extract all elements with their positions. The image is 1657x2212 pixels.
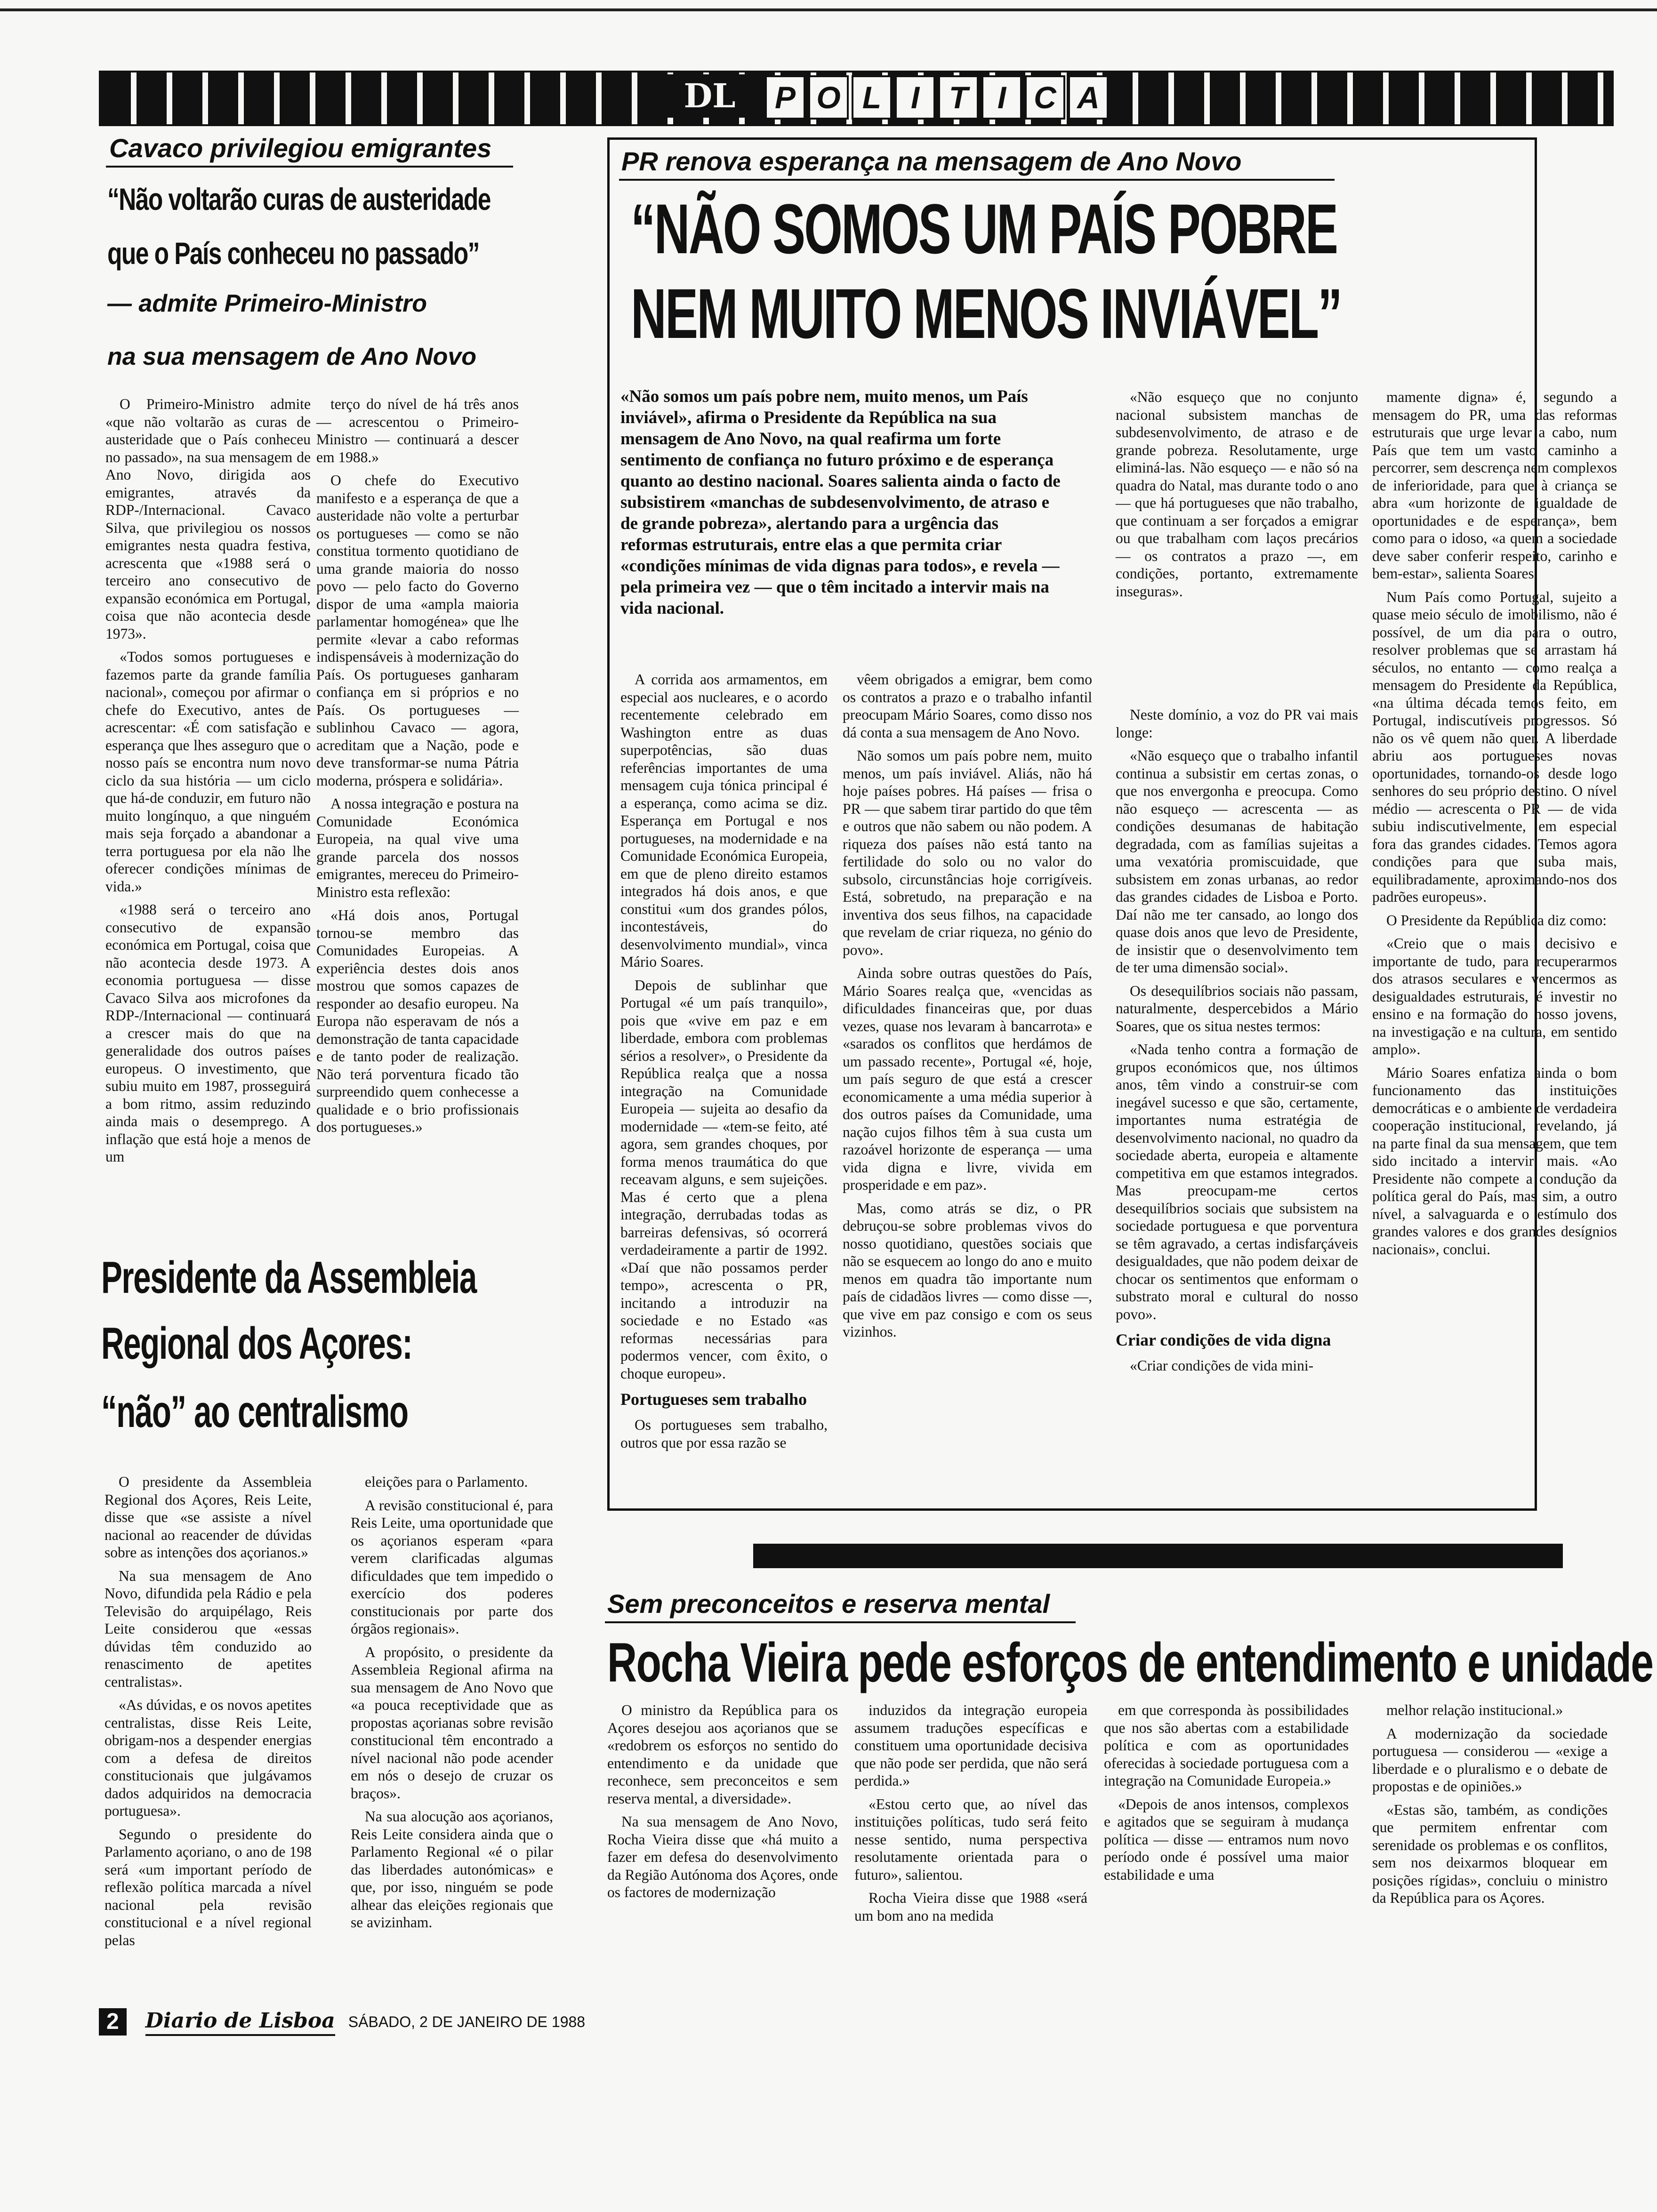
paragraph: A modernização da sociedade portuguesa — considerou — «exige a liberdade e o pluralismo e o debate de propostas e de opiniões.» (1372, 1725, 1608, 1795)
paragraph: «Creio que o mais decisivo e importante de tudo, para recuperarmos dos atrasos seculares e vencermos as desigualdades estruturais, é investir no ensino e na formação do nosso jovens, na investigação e na cultura, em sentido amplo». (1372, 935, 1617, 1058)
section-letter: T (938, 75, 979, 120)
rocha-column-4 (1372, 1701, 1608, 1913)
cavaco-column-2 (316, 395, 519, 1142)
paragraph: O ministro da República para os Açores desejou aos açorianos que se «redobrem os esforços no sentido do entendimento e da unidade que reconhece, sem preconceitos e sem reserva mental, a diversidade». (607, 1702, 838, 1807)
paragraph: «Não esqueço que o trabalho infantil continua a subsistir em certas zonas, o que nos envergonha e preocupa. Como não esqueço — acrescenta — as condições desumanas de habitação degradada, com as famílias sujeitas a uma vexatória promiscuidade, que subsistem em zonas urbanas, ao redor das grandes cidades de Lisboa e Porto. Daí não me ter cansado, ao longo dos quase dois anos que levo de Presidente, de insistir que o desenvolvimento tem de ter uma dimensão social». (1116, 747, 1358, 976)
cavaco-headline-line1: “Não voltarão curas de austeridade (107, 182, 491, 216)
azores-headline-line1: Presidente da Assembleia (101, 1252, 476, 1303)
section-letter: I (895, 75, 935, 120)
paragraph: «Estas são, também, as condições que permitem enfrentar com serenidade os problemas e os conflitos, sem nos deixarmos bloquear em posições rígidas», concluiu o ministro da República para os Açores. (1372, 1801, 1608, 1906)
paragraph: vêem obrigados a emigrar, bem como os contratos a prazo e o trabalho infantil preocupam Mário Soares, como disso nos dá conta a sua mensagem de Ano Novo. (843, 671, 1092, 741)
section-name-politica (765, 75, 1111, 117)
paragraph: «Todos somos portugueses e fazemos parte da grande família nacional», começou por afirmar o chefe do Executivo, antes de acrescentar: «É com satisfação e esperança que lhes asseguro que o nosso país se encontra num novo ciclo da sua história — um ciclo que há-de conduzir, em futuro não muito longínquo, a que ninguém mais seja forçado a abandonar a terra portuguesa por ela não lhe oferecer condições mínimas de vida.» (105, 649, 311, 895)
paragraph: A corrida aos armamentos, em especial aos nucleares, e o acordo recentemente celebrado em Washington entre as duas superpotências, são duas referências importantes de uma mensagem cuja tónica principal é a esperança, como acima se diz. Esperança em Portugal e nos portugueses, na modernidade e na Comunidade Económica Europeia, em que de pleno direito estamos integrados há dois anos, e que constitui «um dos grandes pólos, incontestáveis, do desenvolvimento mundial», vinca Mário Soares. (620, 671, 828, 970)
section-letter: A (1068, 75, 1109, 120)
section-letter: C (1025, 75, 1065, 120)
paragraph: «Há dois anos, Portugal tornou-se membro das Comunidades Europeias. A experiência destes dois anos mostrou que somos capazes de responder ao desafio europeu. Na Europa não esperavam de nós a demonstração de tanta capacidade e de tanto poder de realização. Não terá porventura ficado tão surpreendido quem conhecesse a qualidade e o brio profissionais dos portugueses.» (316, 907, 519, 1135)
paragraph: Ainda sobre outras questões do País, Mário Soares realça que, «vencidas as dificuldades financeiras que, por duas vezes, quase nos levaram à bancarrota» e «sarados os conflitos que herdámos de um passado recente», Portugal «é, hoje, um país seguro de que está a crescer economicamente a uma média superior à dos outros países da Comunidade, uma nação cujos filhos têm à sua custa um razoável horizonte de esperança — uma vida digna e livre, vivida em prosperidade e em paz». (843, 965, 1092, 1193)
cavaco-kicker-rule (106, 166, 513, 168)
paragraph: Mário Soares enfatiza ainda o bom funcionamento das instituições democráticas e o ambiente de verdadeira cooperação institucional, revelando, já na parte final da sua mensagem, que tem sido incitado a intervir mais. «Ao Presidente não compete a condução da política geral do País, mas sim, a outro nível, a salvaguarda e o estímulo dos grandes valores e dos grandes desígnios nacionais», conclui. (1372, 1064, 1617, 1258)
paragraph: Os portugueses sem trabalho, outros que por essa razão se (620, 1417, 828, 1451)
subhead-portugueses-sem-trabalho: Portugueses sem trabalho (620, 1390, 807, 1409)
pr-headline-line1: “NÃO SOMOS UM PAÍS POBRE (631, 189, 1337, 268)
pr-column-1 (620, 671, 828, 1457)
paragraph: induzidos da integração europeia assumem traduções específicas e constituem uma oportunidade decisiva que não pode ser perdida, que não será perdida.» (854, 1702, 1087, 1789)
paragraph: Num País como Portugal, sujeito a quase meio século de imobilismo, não é possível, de um dia para o outro, resolver problemas que se arrastam há séculos, no entanto — como realça a mensagem do Presidente da República, «na última década temos feito, em Portugal, indiscutíveis progressos. Só não os vê quem não quer. A liberdade abriu aos portugueses novas oportunidades, tornando-os desde logo senhores do seu próprio destino. O nível médio — acrescenta o PR — de vida subiu indiscutivelmente, em especial fora das grandes cidades. Temos agora condições para que suba mais, equilibradamente, aproximando-nos dos padrões europeus». (1372, 588, 1617, 905)
top-rule (0, 8, 1657, 11)
section-letter: P (765, 75, 805, 120)
azores-headline-line2: Regional dos Açores: (101, 1318, 412, 1369)
paragraph: O presidente da Assembleia Regional dos Açores, Reis Leite, disse que «se assiste a nível nacional ao reacender de dúvidas sobre as intenções dos açorianos.» (105, 1474, 312, 1561)
paragraph: Os desequilíbrios sociais não passam, naturalmente, despercebidos a Mário Soares, que os situa nestes termos: (1116, 982, 1358, 1034)
paragraph: Na sua alocução aos açorianos, Reis Leite considera ainda que o Parlamento Regional «é o pilar das liberdades autonómicas» e que, por isso, ninguém se pode alhear das eleições regionais que se avizinham. (351, 1808, 553, 1931)
rocha-kicker-rule (605, 1621, 1076, 1623)
paragraph: Depois de sublinhar que Portugal «é um país tranquilo», pois que «vive em paz e em liberdade, embora com problemas sérios a resolver», o Presidente da República realça que a nossa integração na Comunidade Europeia — sujeita ao desafio da modernidade — «tem-se feito, até agora, sem grandes choques, por forma menos traumática do que receavam alguns, e sem sujeições. Mas é certo que a plena integração, derrubadas todas as barreiras defensivas, só ocorrerá verdadeiramente a partir de 1992. «Daí que não possamos perder tempo», acrescenta o PR, incitando a introduzir na sociedade e no Estado «as reformas necessárias para podermos vencer, com êxito, o choque europeu». (620, 977, 828, 1382)
rocha-column-3 (1104, 1701, 1349, 1889)
section-letter: L (852, 75, 892, 120)
paragraph: em que corresponda às possibilidades que nos são abertas com a estabilidade política e com as oportunidades oferecidas à sociedade portuguesa com a integração na Comunidade Europeia.» (1104, 1702, 1349, 1789)
paragraph: Na sua mensagem de Ano Novo, difundida pela Rádio e pela Televisão do arquipélago, Reis Leite considerou que «essas dúvidas têm conduzido ao renascimento de apetites centralistas». (105, 1567, 312, 1690)
pr-headline-line2: NEM MUITO MENOS INVIÁVEL” (631, 274, 1342, 353)
cavaco-byline-line2: na sua mensagem de Ano Novo (107, 343, 477, 370)
paragraph: «Nada tenho contra a formação de grupos económicos que, nos últimos anos, têm vindo a construir-se com inegável sucesso e que são, certamente, importantes numa estratégia de desenvolvimento nacional, no quadro da sociedade aberta, europeia e altamente competitiva em que estamos integrados. Mas preocupam-me certos desequilíbrios sociais que subsistem na sociedade portuguesa e que porventura se têm agravado, a certas indisfarçáveis desigualdades, que não podem deixar de chocar os sentimentos que enformam o substrato moral e cultural do nosso povo». (1116, 1041, 1358, 1322)
pr-kicker-rule (619, 179, 1335, 181)
subhead-criar-condicoes: Criar condições de vida digna (1116, 1330, 1331, 1349)
paragraph: O Presidente da República diz como: (1386, 912, 1607, 929)
dl-logo: DL (666, 74, 753, 118)
paragraph: O chefe do Executivo manifesto e a esperança de que a austeridade não volte a perturbar os portugueses — como se não constitua tormento quotidiano de uma grande maioria do nosso povo — pelo facto do Governo dispor de uma «ampla maioria parlamentar homogénea» que lhe permite «levar a cabo reformas indispensáveis à modernização do País. Os portugueses ganharam confiança em si próprios e no País. Os portugueses — sublinhou Cavaco — agora, acreditam que a Nação, pode e deve transformar-se numa Pátria moderna, próspera e solidária». (316, 472, 519, 789)
section-letter: I (981, 75, 1022, 120)
paragraph: «Estou certo que, ao nível das instituições políticas, tudo será feito nesse sentido, numa perspectiva resolutamente orientada para o futuro», salientou. (854, 1795, 1087, 1883)
pr-column-2 (843, 671, 1092, 1346)
paragraph: Mas, como atrás se diz, o PR debruçou-se sobre problemas vivos do nosso quotidiano, questões sociais que não se esquecem ao longo do ano e muito menos em quadra tão importante num país de cidadãos livres — como disse —, que vive em paz consigo e com os seus vizinhos. (843, 1200, 1092, 1340)
azores-column-1 (105, 1473, 312, 1955)
rocha-headline: Rocha Vieira pede esforços de entendimento e unidade (607, 1632, 1653, 1694)
paragraph: A propósito, o presidente da Assembleia Regional afirma na sua mensagem de Ano Novo que «a pouca receptividade que as propostas açorianas sobre revisão constitucional têm encontrado a nível nacional não pode acender em nós o desejo de cruzar os braços». (351, 1643, 553, 1802)
paragraph: terço do nível de há três anos — acrescentou o Primeiro-Ministro — continuará a descer em 1988.» (316, 396, 519, 465)
page-number: 2 (99, 2008, 127, 2036)
paragraph: «As dúvidas, e os novos apetites centralistas, disse Reis Leite, obrigam-nos a despender energias com a defesa de direitos constitucionais que julgávamos dados adquiridos na democracia portuguesa». (105, 1697, 312, 1819)
pr-column-3 (1116, 706, 1358, 1380)
paragraph: Na sua mensagem de Ano Novo, Rocha Vieira disse que «há muito a fazer em defesa do desenvolvimento da Região Autónoma dos Açores, onde os factores de modernização (607, 1813, 838, 1900)
paper-name: Diario de Lisboa (145, 2008, 335, 2036)
cavaco-column-1 (105, 395, 311, 1171)
paragraph: Segundo o presidente do Parlamento açoriano, o ano de 198 será «um important período de reflexão política marcada a nível nacional pela revisão constitucional e a nível regional pelas (105, 1826, 312, 1948)
rocha-column-2 (854, 1701, 1087, 1930)
paragraph: «Não esqueço que no conjunto nacional subsistem manchas de subdesenvolvimento, de atraso e de grande pobreza. Resolutamente, urge eliminá-las. Não esqueço — e não só na quadra do Natal, mas durante todo o ano — que há portugueses que não trabalho, que continuam a ser forçados a emigrar ou que trabalham com laços precários — os contratos a prazo —, em condições, portanto, extremamente inseguras». (1116, 389, 1358, 600)
paragraph: A revisão constitucional é, para Reis Leite, uma oportunidade que os açorianos esperam «para verem clarificadas algumas dificuldades que tem impedido o exercício dos poderes constitucionais por parte dos órgãos regionais». (351, 1497, 553, 1637)
pr-bottom-black-bar (753, 1544, 1563, 1568)
section-letter: O (808, 75, 849, 120)
azores-headline-line3: “não” ao centralismo (101, 1387, 408, 1437)
rocha-kicker: Sem preconceitos e reserva mental (607, 1589, 1050, 1619)
cavaco-headline-line2: que o País conheceu no passado” (107, 236, 479, 271)
azores-column-2 (351, 1473, 553, 1937)
pr-kicker: PR renova esperança na mensagem de Ano Novo (621, 146, 1242, 176)
rocha-column-1 (607, 1701, 838, 1907)
paragraph: A nossa integração e postura na Comunidade Económica Europeia, na qual vive uma grande parcela dos nossos emigrantes, mereceu do Primeiro-Ministro esta reflexão: (316, 795, 519, 900)
issue-date: SÁBADO, 2 DE JANEIRO DE 1988 (348, 2013, 586, 2030)
cavaco-byline-line1: — admite Primeiro-Ministro (107, 290, 427, 317)
lead-paragraph: «Não somos um país pobre nem, muito menos, um País inviável», afirma o Presidente da República na sua mensagem de Ano Novo, na qual reafirma um forte sentimento de confiança no futuro próximo e de esperança quanto ao destino nacional. Soares salienta ainda o facto de subsistirem «manchas de subdesenvolvimento, de atraso e de grande pobreza», alertando para a urgência das reformas estruturais, entre elas a que permita criar «condições mínimas de vida dignas para todos», e revela — pela primeira vez — que o têm incitado a intervir mais na vida nacional. (620, 387, 1061, 618)
cavaco-kicker: Cavaco privilegiou emigrantes (109, 133, 492, 163)
paragraph: «1988 será o terceiro ano consecutivo de expansão económica em Portugal, coisa que não acontecia desde 1973. A economia portuguesa — disse Cavaco Silva aos microfones da RDP-/Internacional — continuará a crescer mais do que na generalidade dos outros países europeus. O investimento, que subiu muito em 1987, prosseguirá a bom ritmo, assim reduzindo ainda mais o desemprego. A inflação que está hoje a menos de um (105, 901, 311, 1165)
paragraph: O Primeiro-Ministro admite «que não voltarão as curas de austeridade que o País conheceu no passado», na sua mensagem de Ano Novo, dirigida aos emigrantes, através da RDP-/Internacional. Cavaco Silva, que privilegiou os nossos emigrantes nesta quadra festiva, acrescenta que «1988 será o terceiro ano consecutivo de expansão económica em Portugal, coisa que não acontecia desde 1973». (105, 396, 311, 642)
pr-column-3-top (1116, 388, 1358, 606)
paragraph: Neste domínio, a voz do PR vai mais longe: (1116, 706, 1358, 741)
paragraph: «Depois de anos intensos, complexos e agitados que se seguiram à mudança política — disse — entramos num novo período onde é possível uma maior estabilidade e uma (1104, 1795, 1349, 1883)
footer-bar (99, 2007, 734, 2036)
paragraph: melhor relação institucional.» (1386, 1702, 1563, 1718)
paragraph: «Criar condições de vida mini- (1130, 1357, 1314, 1374)
paragraph: mamente digna» é, segundo a mensagem do PR, uma das reformas estruturais que urge levar a cabo, num País que tem um vasto caminho a percorrer, sem descrença nem complexos de inferioridade, para que à criança se abra «um horizonte de igualdade de oportunidades e de esperança», bem como para o idoso, «a quem a sociedade deve saber conferir respeito, carinho e bem-estar», salienta Soares. (1372, 389, 1617, 582)
paragraph: Não somos um país pobre nem, muito menos, um país inviável. Aliás, não há hoje países pobres. Há países — frisa o PR — que sabem tirar partido do que têm e outros que não sabem ou não podem. A riqueza dos países não está tanto na fertilidade do solo ou no valor do subsolo, circunstâncias hoje corrigíveis. Está, sobretudo, na preparação e na inventiva dos seus filhos, na capacidade que revelam de criar riqueza, no génio do povo». (843, 747, 1092, 958)
paragraph: eleições para o Parlamento. (365, 1474, 528, 1490)
pr-column-4 (1372, 388, 1617, 1264)
paragraph: Rocha Vieira disse que 1988 «será um bom ano na medida (854, 1890, 1087, 1924)
pr-lead (620, 386, 1063, 625)
